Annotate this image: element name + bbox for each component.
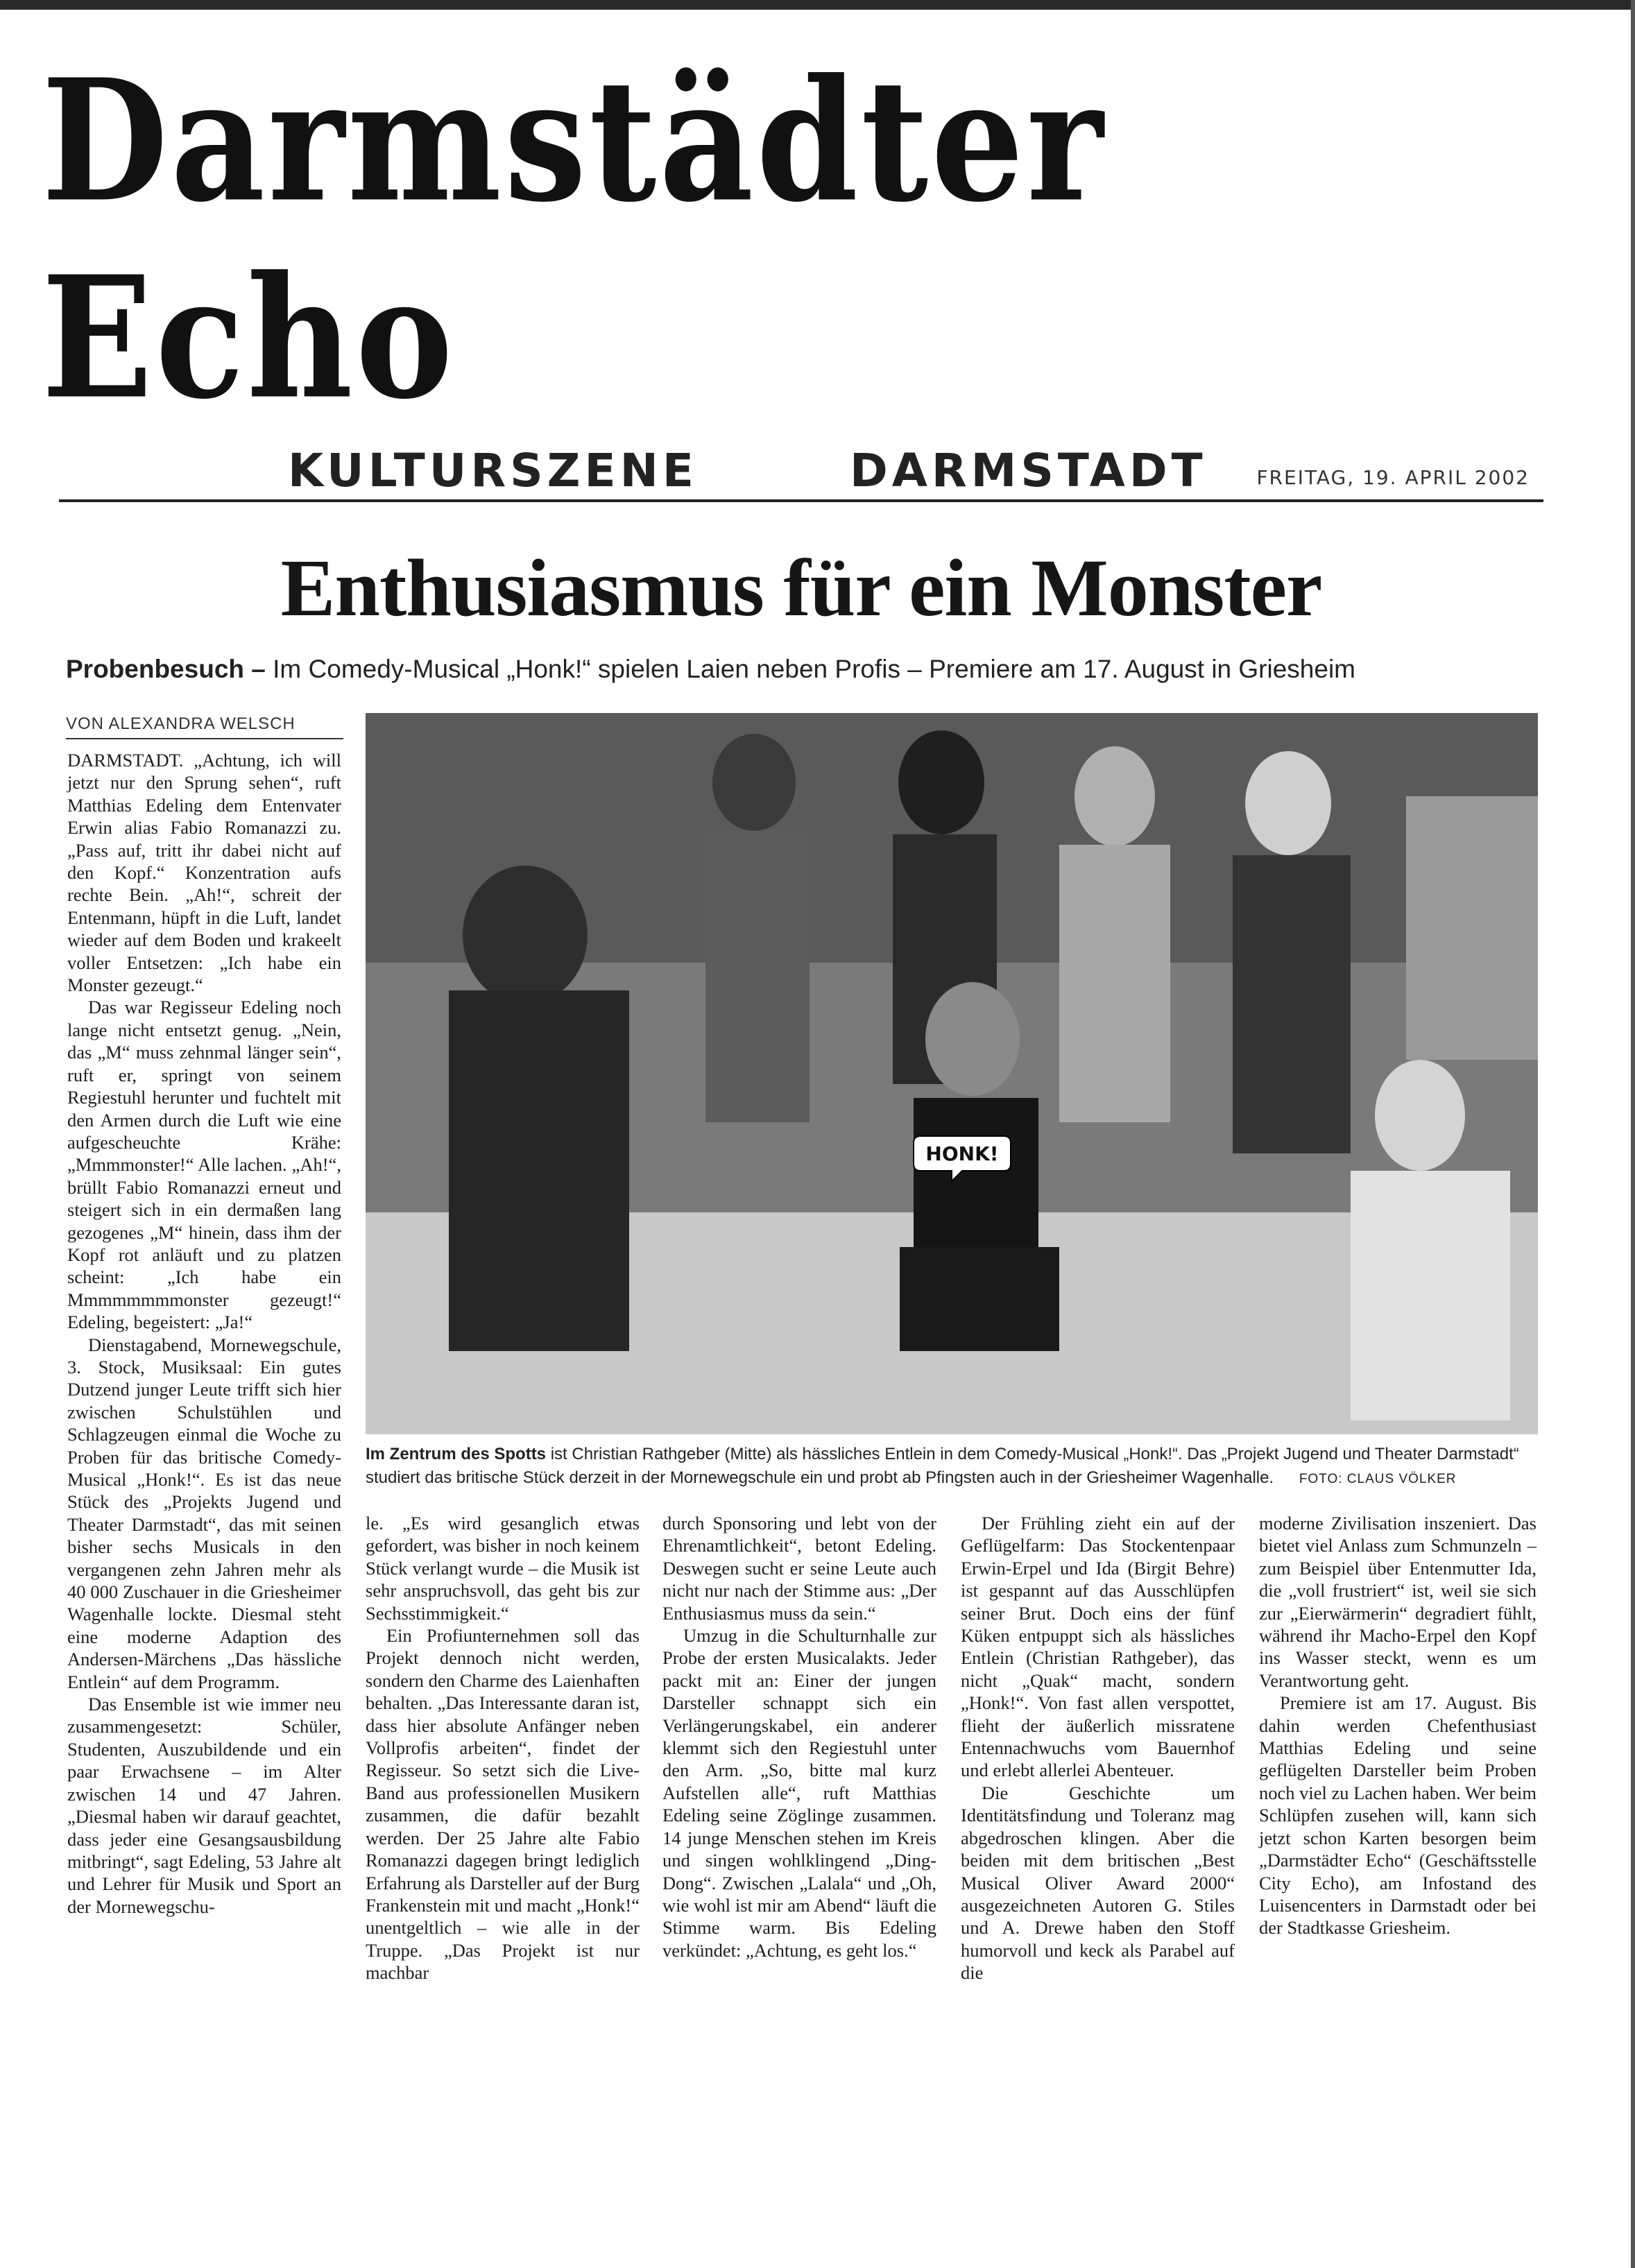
text-column-4 xyxy=(961,1512,1235,1984)
paragraph: Das war Regisseur Edeling noch lange nicht entsetzt genug. „Nein, das „M“ muss zehnmal länger sein“, ruft er, springt von seinem Regiestuhl herunter und fuchtelt mit den Armen durch die Luft wie eine aufgescheuchte Krähe: „Mmmmonster!“ Alle lachen. „Ah!“, brüllt Fabio Romanazzi erneut und steigert sich in ein dermaßen lang gezogenes „M“ hinein, dass ihm der Kopf rot anläuft und zu platzen scheint: „Ich habe ein Mmmmmmmmonster gezeugt!“ Edeling, begeistert: „Ja!“ xyxy=(67,997,341,1333)
section-label-left: KULTURSZENE xyxy=(288,444,698,497)
paragraph: DARMSTADT. „Achtung, ich will jetzt nur den Sprung sehen“, ruft Matthias Edeling dem Entenvater Erwin alias Fabio Romanazzi zu. „Pass auf, tritt ihr dabei nicht auf den Kopf.“ Konzentration aufs rechte Bein. „Ah!“, schreit der Entenmann, hüpft in die Luft, landet wieder auf dem Boden und krakeelt voller Entsetzen: „Ich habe ein Monster gezeugt.“ xyxy=(67,750,341,996)
paragraph: Umzug in die Schulturnhalle zur Probe der ersten Musicalakts. Jeder packt mit an: Einer der jungen Darsteller schnappt sich ein Verlängerungskabel, ein anderer klemmt sich den Regiestuhl unter den Arm. „So, bitte mal kurz Aufstellen alle“, ruft Matthias Edeling seine Zöglinge zusammen. 14 junge Menschen stehen im Kreis und singen wohlklingend „Ding-Dong“. Zwischen „Lalala“ und „Oh, wie wohl ist mir am Abend“ läuft die Stimme warm. Bis Edeling verkündet: „Achtung, es geht los.“ xyxy=(662,1625,936,1961)
article-headline: Enthusiasmus für ein Monster xyxy=(280,542,1322,633)
text-column-5 xyxy=(1259,1512,1536,1939)
paragraph: le. „Es wird gesanglich etwas gefordert, was bisher in noch keinem Stück verlangt wurde – die Musik ist sehr anspruchsvoll, das geht bis zur Sechsstimmigkeit.“ xyxy=(366,1513,640,1624)
caption-text: ist Christian Rathgeber (Mitte) als hässliches Entlein in dem Comedy-Musical „Honk!“. Das „Projekt Jugend und Theater Darmstadt“ studiert das britische Stück derzeit in der Mornewegschule ein und probt ab Pfingsten auch in der Griesheimer Wagenhalle. xyxy=(366,1445,1519,1487)
byline: VON ALEXANDRA WELSCH xyxy=(66,714,343,739)
paragraph: Premiere ist am 17. August. Bis dahin werden Chefenthusiast Matthias Edeling und seine geflügelten Darsteller beim Proben noch viel zu Lachen haben. Wer beim Schlüpfen zusehen will, kann sich jetzt schon Karten besorgen beim „Darmstädter Echo“ (Geschäftsstelle City Echo), am Infostand des Luisencenters in Darmstadt oder bei der Stadtkasse Griesheim. xyxy=(1259,1692,1536,1939)
paragraph: Dienstagabend, Mornewegschule, 3. Stock, Musiksaal: Ein gutes Dutzend junger Leute trifft sich hier zwischen Schulstühlen und Schlagzeugen einmal die Woche zu Proben für das britische Comedy-Musical „Honk!“. Es ist das neue Stück des „Projekts Jugend und Theater Darmstadt“, das mit seinen bisher sechs Musicals in den vergangenen zehn Jahren mehr als 40 000 Zuschauer in die Griesheimer Wagenhalle lockte. Diesmal steht eine moderne Adaption des Andersen-Märchens „Das hässliche Entlein“ auf dem Programm. xyxy=(67,1334,341,1692)
photo-caption xyxy=(366,1443,1538,1491)
section-label-right: DARMSTADT xyxy=(850,444,1207,497)
paragraph: Das Ensemble ist wie immer neu zusammengesetzt: Schüler, Studenten, Auszubildende und ein paar Erwachsene – im Alter zwischen 14 und 47 Jahren. „Diesmal haben wir darauf geachtet, dass jeder eine Gesangsausbildung mitbringt“, sagt Edeling, 53 Jahre alt und Lehrer für Musik und Sport an der Mornewegschu- xyxy=(67,1694,341,1917)
article-subline xyxy=(66,655,1550,684)
paragraph: durch Sponsoring und lebt von der Ehrenamtlichkeit“, betont Edeling. Deswegen sucht er seine Leute auch nicht nur nach der Stimme aus: „Der Enthusiasmus muss da sein.“ xyxy=(662,1513,936,1624)
paragraph: Ein Profiunternehmen soll das Projekt dennoch nicht werden, sondern den Charme des Laienhaften behalten. „Das Interessante daran ist, dass hier absolute Anfänger neben Vollprofis arbeiten“, findet der Regisseur. So setzt sich die Live-Band aus professionellen Musikern zusammen, die dafür bezahlt werden. Der 25 Jahre alte Fabio Romanazzi dagegen bringt lediglich Erfahrung als Darsteller auf der Burg Frankenstein mit und macht „Honk!“ unentgeltlich – wie alle in der Truppe. „Das Projekt ist nur machbar xyxy=(366,1625,640,1984)
paragraph: moderne Zivilisation inszeniert. Das bietet viel Anlass zum Schmunzeln – zum Beispiel über Entenmutter Ida, die „voll frustriert“ ist, weil sie sich zur „Eierwärmerin“ degradiert fühlt, während ihr Macho-Erpel den Kopf ins Wasser steckt, wenn es um Verantwortung geht. xyxy=(1259,1513,1536,1691)
subline-kicker: Probenbesuch – xyxy=(66,655,266,683)
newspaper-masthead: Darmstädter Echo xyxy=(42,42,1106,437)
scan-border-right xyxy=(1631,0,1635,2268)
section-bar xyxy=(59,444,1543,502)
text-column-3 xyxy=(662,1512,936,1961)
shirt-text: HONK! xyxy=(925,1142,999,1165)
caption-lead: Im Zentrum des Spotts xyxy=(366,1445,547,1463)
photo-credit: FOTO: CLAUS VÖLKER xyxy=(1299,1472,1457,1486)
scan-border-top xyxy=(0,0,1635,10)
paragraph: Der Frühling zieht ein auf der Geflügelfarm: Das Stockentenpaar Erwin-Erpel und Ida (Birgit Behre) ist gespannt auf das Ausschlüpfen seiner Brut. Doch eins der fünf Küken entpuppt sich als hässliches Entlein (Christian Rathgeber), das nicht „Quak“ macht, sondern „Honk!“. Von fast allen verspottet, flieht der äußerlich missratene Entennachwuchs vom Bauernhof und erlebt allerlei Abenteuer. xyxy=(961,1513,1235,1781)
article-photo xyxy=(366,713,1538,1434)
subline-text: Im Comedy-Musical „Honk!“ spielen Laien neben Profis – Premiere am 17. August in Griesheim xyxy=(273,655,1355,683)
text-column-1 xyxy=(67,749,341,1918)
paragraph: Die Geschichte um Identitätsfindung und Toleranz mag abgedroschen klingen. Aber die beiden mit dem britischen „Best Musical Oliver Award 2000“ ausgezeichneten Autoren G. Stiles und A. Drewe haben den Stoff humorvoll und keck als Parabel auf die xyxy=(961,1782,1235,1984)
text-column-2 xyxy=(366,1512,640,1984)
issue-date: FREITAG, 19. APRIL 2002 xyxy=(1256,466,1530,489)
